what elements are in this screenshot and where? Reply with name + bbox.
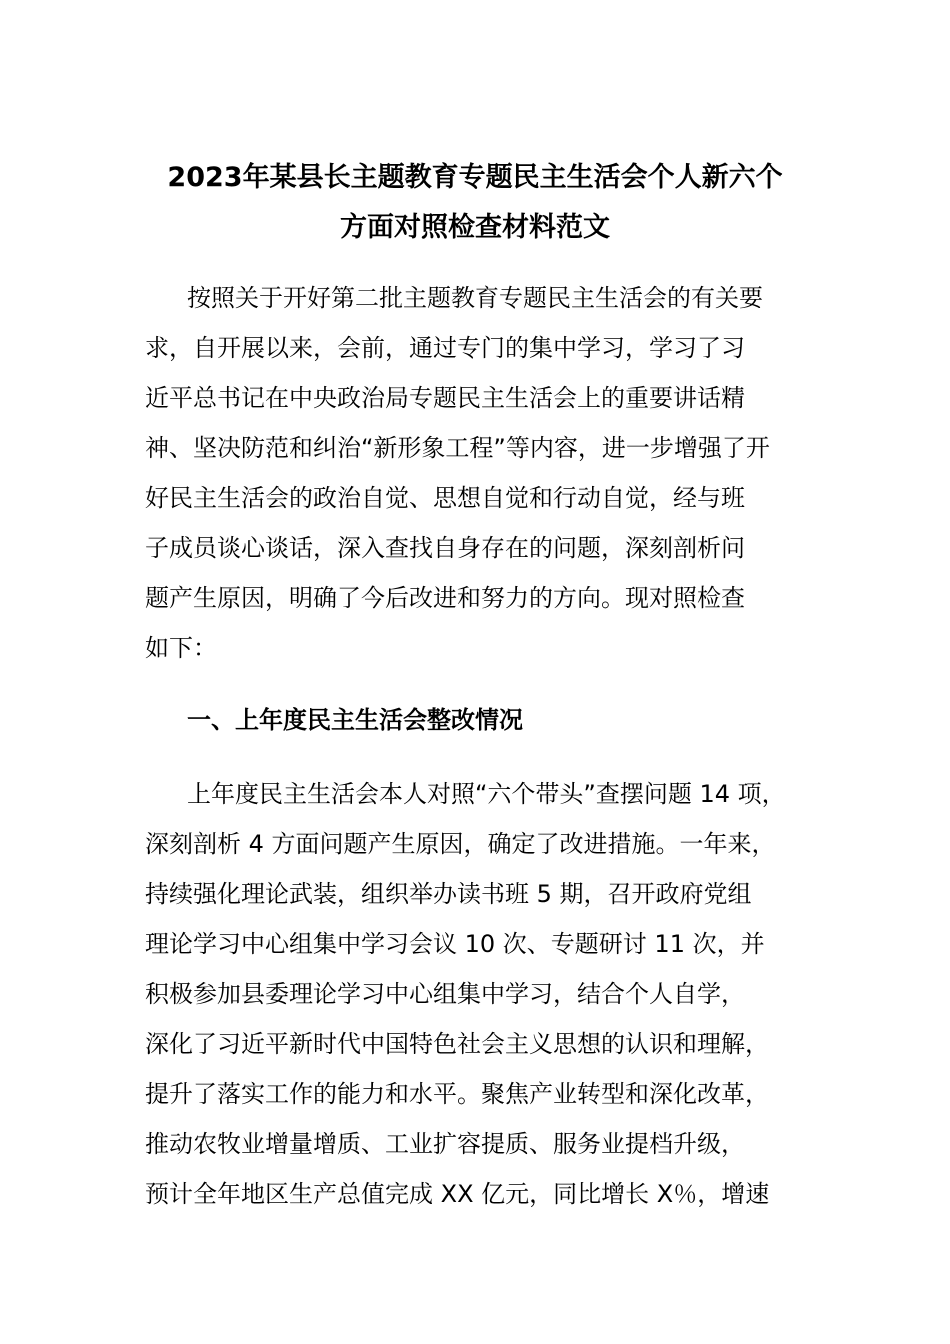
intro-paragraph-line: 按照关于开好第二批主题教育专题民主生活会的有关要 [187, 284, 763, 312]
section-paragraph-line: 深化了习近平新时代中国特色社会主义思想的认识和理解， [145, 1030, 769, 1058]
document-title-line-2: 方面对照检查材料范文 [340, 212, 610, 243]
intro-paragraph-line: 好民主生活会的政治自觉、思想自觉和行动自觉，经与班 [145, 484, 745, 512]
section-paragraph-line: 理论学习中心组集中学习会议 10 次、专题研讨 11 次，并 [145, 930, 765, 958]
section-paragraph-line: 推动农牧业增量增质、工业扩容提质、服务业提档升级， [145, 1130, 745, 1158]
section-paragraph-line: 提升了落实工作的能力和水平。聚焦产业转型和深化改革， [145, 1080, 769, 1108]
section-paragraph-line: 预计全年地区生产总值完成 XX 亿元，同比增长 X％，增速 [145, 1180, 770, 1208]
intro-paragraph-line: 神、坚决防范和纠治“新形象工程”等内容，进一步增强了开 [145, 434, 770, 462]
document-title-line-1: 2023年某县长主题教育专题民主生活会个人新六个 [167, 162, 783, 193]
section-paragraph-line: 积极参加县委理论学习中心组集中学习，结合个人自学， [145, 980, 745, 1008]
section-heading: 一、上年度民主生活会整改情况 [187, 706, 523, 734]
section-paragraph-line: 上年度民主生活会本人对照“六个带头”查摆问题 14 项， [187, 780, 786, 808]
intro-paragraph-line: 求，自开展以来，会前，通过专门的集中学习，学习了习 [145, 334, 745, 362]
intro-paragraph-line: 如下： [145, 634, 217, 662]
intro-paragraph-line: 子成员谈心谈话，深入查找自身存在的问题，深刻剖析问 [145, 534, 745, 562]
section-paragraph-line: 持续强化理论武装，组织举办读书班 5 期，召开政府党组 [145, 880, 752, 908]
intro-paragraph-line: 题产生原因，明确了今后改进和努力的方向。现对照检查 [145, 584, 745, 612]
intro-paragraph-line: 近平总书记在中央政治局专题民主生活会上的重要讲话精 [145, 384, 745, 412]
section-paragraph-line: 深刻剖析 4 方面问题产生原因，确定了改进措施。一年来， [145, 830, 776, 858]
